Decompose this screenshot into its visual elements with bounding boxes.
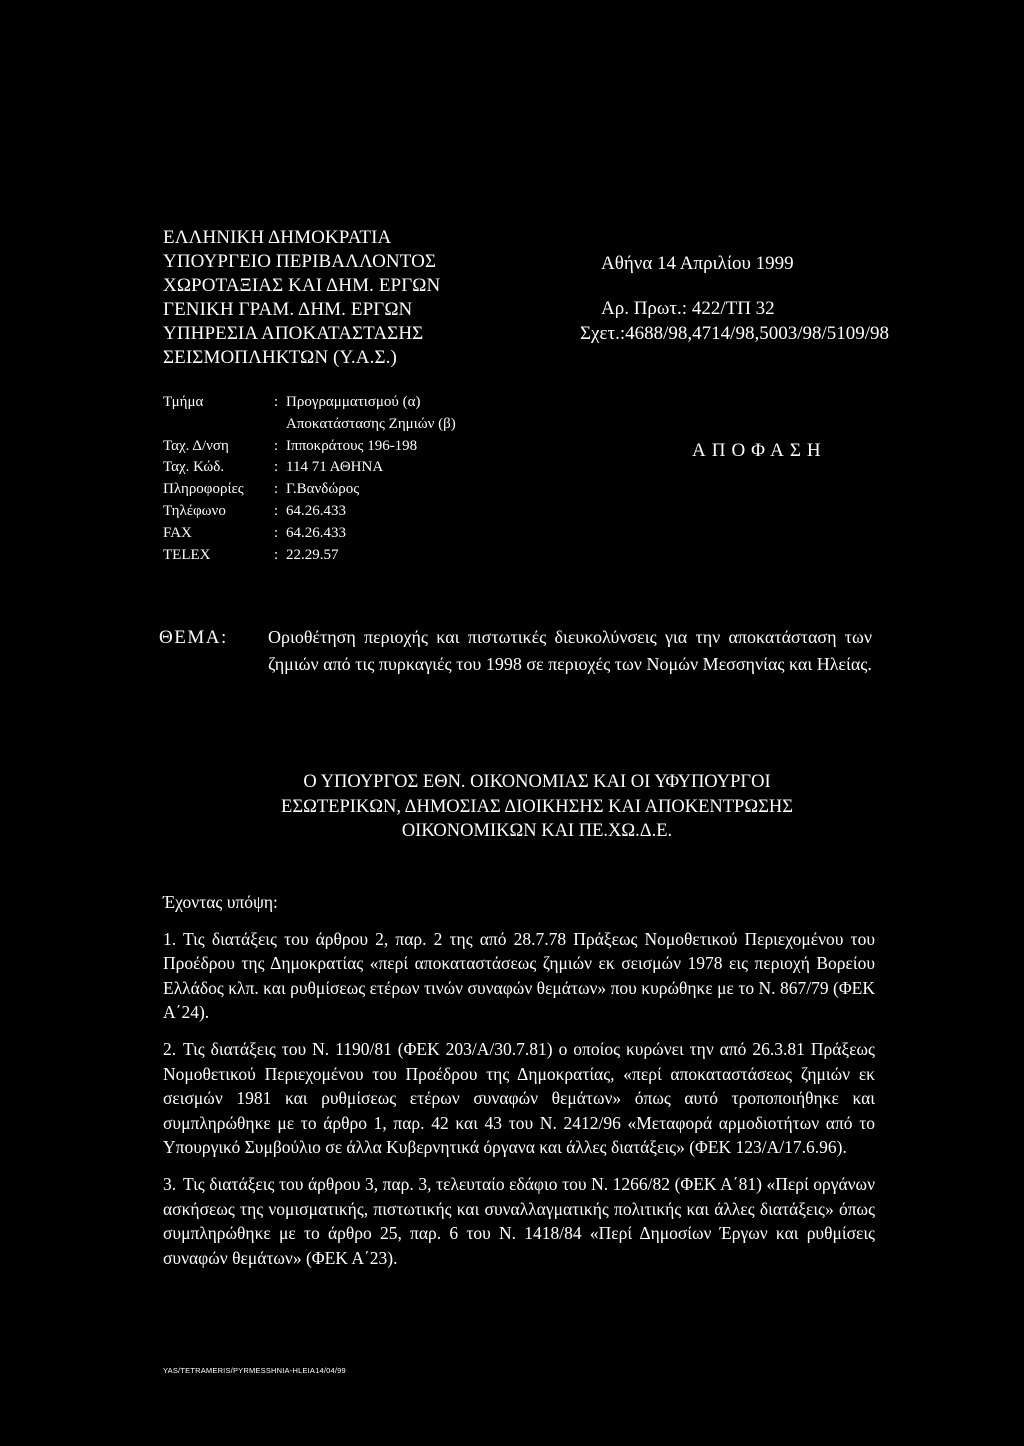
file-reference-footer: YAS/TETRAMERIS/PYRMESSHNIA-HLEIA14/04/99 [163, 1366, 346, 1375]
contact-label: Πληροφορίες [163, 481, 244, 498]
contact-separator: : [274, 459, 279, 476]
list-item: 3. Τις διατάξεις του άρθρου 3, παρ. 3, τελευταίο εδάφιο του Ν. 1266/82 (ΦΕΚ Α΄81) «Περί οργάνων ασκήσεως της νομισματικής, πιστωτικής και συναλλαγματικής πολιτικής και άλλες διατάξεις» όπως συμπληρώθηκε με το άρθρο 25, παρ. 6 του Ν. 1418/84 «Περί Δημοσίων Έργων και ρυθμίσεις συναφών θεμάτων» (ΦΕΚ Α΄23). [163, 1172, 875, 1270]
considerations [163, 890, 875, 1282]
item-text: Τις διατάξεις του άρθρου 2, παρ. 2 της από 28.7.78 Πράξεως Νομοθετικού Περιεχομένου του Προέδρου της Δημοκρατίας «περί αποκαταστάσεως ζημιών εκ σεισμών 1978 εις περιοχή Βορείου Ελλάδος κλπ. και ρυθμίσεως ετέρων τινών συναφών θεμάτων» που κυρώθηκε με το Ν. 867/79 (ΦΕΚ Α΄24). [163, 928, 875, 1023]
subject-text: Οριοθέτηση περιοχής και πιστωτικές διευκολύνσεις για την αποκατάσταση των ζημιών από τις πυρκαγιές του 1998 σε περιοχές των Νομών Μεσσηνίας και Ηλείας. [268, 627, 872, 674]
ministers-line: ΟΙΚΟΝΟΜΙΚΩΝ ΚΑΙ ΠΕ.ΧΩ.Δ.Ε. [401, 821, 673, 841]
issuer-line: ΕΛΛΗΝΙΚΗ ΔΗΜΟΚΡΑΤΙΑ [163, 227, 392, 248]
contact-separator: : [274, 437, 279, 454]
issuer-block [163, 226, 440, 370]
contact-separator: : [274, 524, 279, 541]
contact-row [163, 392, 456, 414]
contact-separator: : [274, 546, 279, 563]
contact-row [163, 523, 456, 545]
subject-label: ΘΕΜΑ: [159, 627, 228, 648]
ministers-line: ΕΣΩΤΕΡΙΚΩΝ, ΔΗΜΟΣΙΑΣ ΔΙΟΙΚΗΣΗΣ ΚΑΙ ΑΠΟΚΕΝΤΡΩΣΗΣ [281, 796, 793, 817]
contact-label: Τμήμα [163, 394, 204, 410]
contact-separator: : [274, 481, 279, 498]
contact-label: TELEX [163, 546, 211, 563]
list-item: 2. Τις διατάξεις του Ν. 1190/81 (ΦΕΚ 203/Α/30.7.81) ο οποίος κυρώνει την από 26.3.81 Πράξεως Νομοθετικού Περιεχομένου του Προέδρου της Δημοκρατίας, «περί αποκαταστάσεως ζημιών εκ σεισμών 1981 και ρυθμίσεως ετέρων συναφών θεμάτων» όπως αυτό τροποποιήθηκε και συμπληρώθηκε με το άρθρο 1, παρ. 42 και 43 του Ν. 2412/96 «Μεταφορά αρμοδιοτήτων από το Υπουργικό Συμβούλιο σε άλλα Κυβερνητικά όργανα και άλλες διατάξεις» (ΦΕΚ 123/Α/17.6.96). [163, 1037, 875, 1160]
contact-row [163, 414, 456, 436]
issuer-line: ΥΠΗΡΕΣΙΑ ΑΠΟΚΑΤΑΣΤΑΣΗΣ [163, 323, 424, 344]
contact-value: Γ.Βανδώρος [286, 481, 360, 498]
contact-value: Αποκατάστασης Ζημιών (β) [286, 415, 456, 432]
document-date: Αθήνα 14 Απριλίου 1999 [601, 253, 794, 274]
contact-value: Προγραμματισμού (α) [286, 394, 421, 410]
contact-row [163, 457, 456, 479]
contact-label [163, 414, 274, 436]
item-text: Τις διατάξεις του άρθρου 3, παρ. 3, τελευταίο εδάφιο του Ν. 1266/82 (ΦΕΚ Α΄81) «Περί οργάνων ασκήσεως της νομισματικής, πιστωτικής και συναλλαγματικής πολιτικής και άλλες διατάξεις» όπως συμπληρώθηκε με το άρθρο 25, παρ. 6 του Ν. 1418/84 «Περί Δημοσίων Έργων και ρυθμίσεις συναφών θεμάτων» (ΦΕΚ Α΄23). [163, 1173, 875, 1268]
contact-label: Τηλέφωνο [163, 502, 226, 519]
contact-details [163, 392, 456, 566]
item-text: Τις διατάξεις του Ν. 1190/81 (ΦΕΚ 203/Α/30.7.81) ο οποίος κυρώνει την από 26.3.81 Πράξεως Νομοθετικού Περιεχομένου του Προέδρου της Δημοκρατίας, «περί αποκαταστάσεως ζημιών εκ σεισμών 1981 και ρυθμίσεως ετέρων συναφών θεμάτων» όπως αυτό τροποποιήθηκε και συμπληρώθηκε με το άρθρο 1, παρ. 42 και 43 του Ν. 2412/96 «Μεταφορά αρμοδιοτήτων από το Υπουργικό Συμβούλιο σε άλλα Κυβερνητικά όργανα και άλλες διατάξεις» (ΦΕΚ 123/Α/17.6.96). [163, 1038, 875, 1158]
related-references: Σχετ.:4688/98,4714/98,5003/98/5109/98 [580, 323, 890, 344]
contact-label: FAX [163, 524, 192, 541]
issuer-line: ΥΠΟΥΡΓΕΙΟ ΠΕΡΙΒΑΛΛΟΝΤΟΣ [163, 251, 437, 272]
considering-intro: Έχοντας υπόψη: [163, 892, 278, 912]
ministers-heading [153, 770, 921, 844]
issuer-line: ΓΕΝΙΚΗ ΓΡΑΜ. ΔΗΜ. ΕΡΓΩΝ [163, 299, 413, 320]
contact-value: 64.26.433 [286, 524, 346, 541]
contact-row [163, 436, 456, 458]
contact-value: 64.26.433 [286, 502, 346, 519]
issuer-line: ΧΩΡΟΤΑΞΙΑΣ ΚΑΙ ΔΗΜ. ΕΡΓΩΝ [163, 275, 441, 296]
contact-label: Ταχ. Κώδ. [163, 459, 225, 476]
ministers-line: Ο ΥΠΟΥΡΓΟΣ ΕΘΝ. ΟΙΚΟΝΟΜΙΑΣ ΚΑΙ ΟΙ ΥΦΥΠΟΥΡΓΟΙ [303, 772, 771, 792]
contact-row [163, 501, 456, 523]
contact-row [163, 545, 456, 567]
contact-separator: : [274, 394, 279, 410]
contact-separator: : [274, 502, 279, 519]
issuer-line: ΣΕΙΣΜΟΠΛΗΚΤΩΝ (Υ.Α.Σ.) [163, 347, 397, 368]
contact-row [163, 479, 456, 501]
decision-title: ΑΠΟΦΑΣΗ [692, 440, 827, 461]
list-item: 1. Τις διατάξεις του άρθρου 2, παρ. 2 της από 28.7.78 Πράξεως Νομοθετικού Περιεχομένου του Προέδρου της Δημοκρατίας «περί αποκαταστάσεως ζημιών εκ σεισμών 1978 εις περιοχή Βορείου Ελλάδος κλπ. και ρυθμίσεως ετέρων τινών συναφών θεμάτων» που κυρώθηκε με το Ν. 867/79 (ΦΕΚ Α΄24). [163, 927, 875, 1025]
contact-value: Ιπποκράτους 196-198 [286, 437, 418, 454]
protocol-number: Αρ. Πρωτ.: 422/ΤΠ 32 [601, 298, 775, 319]
contact-label: Ταχ. Δ/νση [163, 437, 229, 454]
contact-value: 114 71 ΑΘΗΝΑ [286, 459, 384, 476]
contact-separator [274, 414, 286, 436]
contact-value: 22.29.57 [286, 546, 339, 563]
